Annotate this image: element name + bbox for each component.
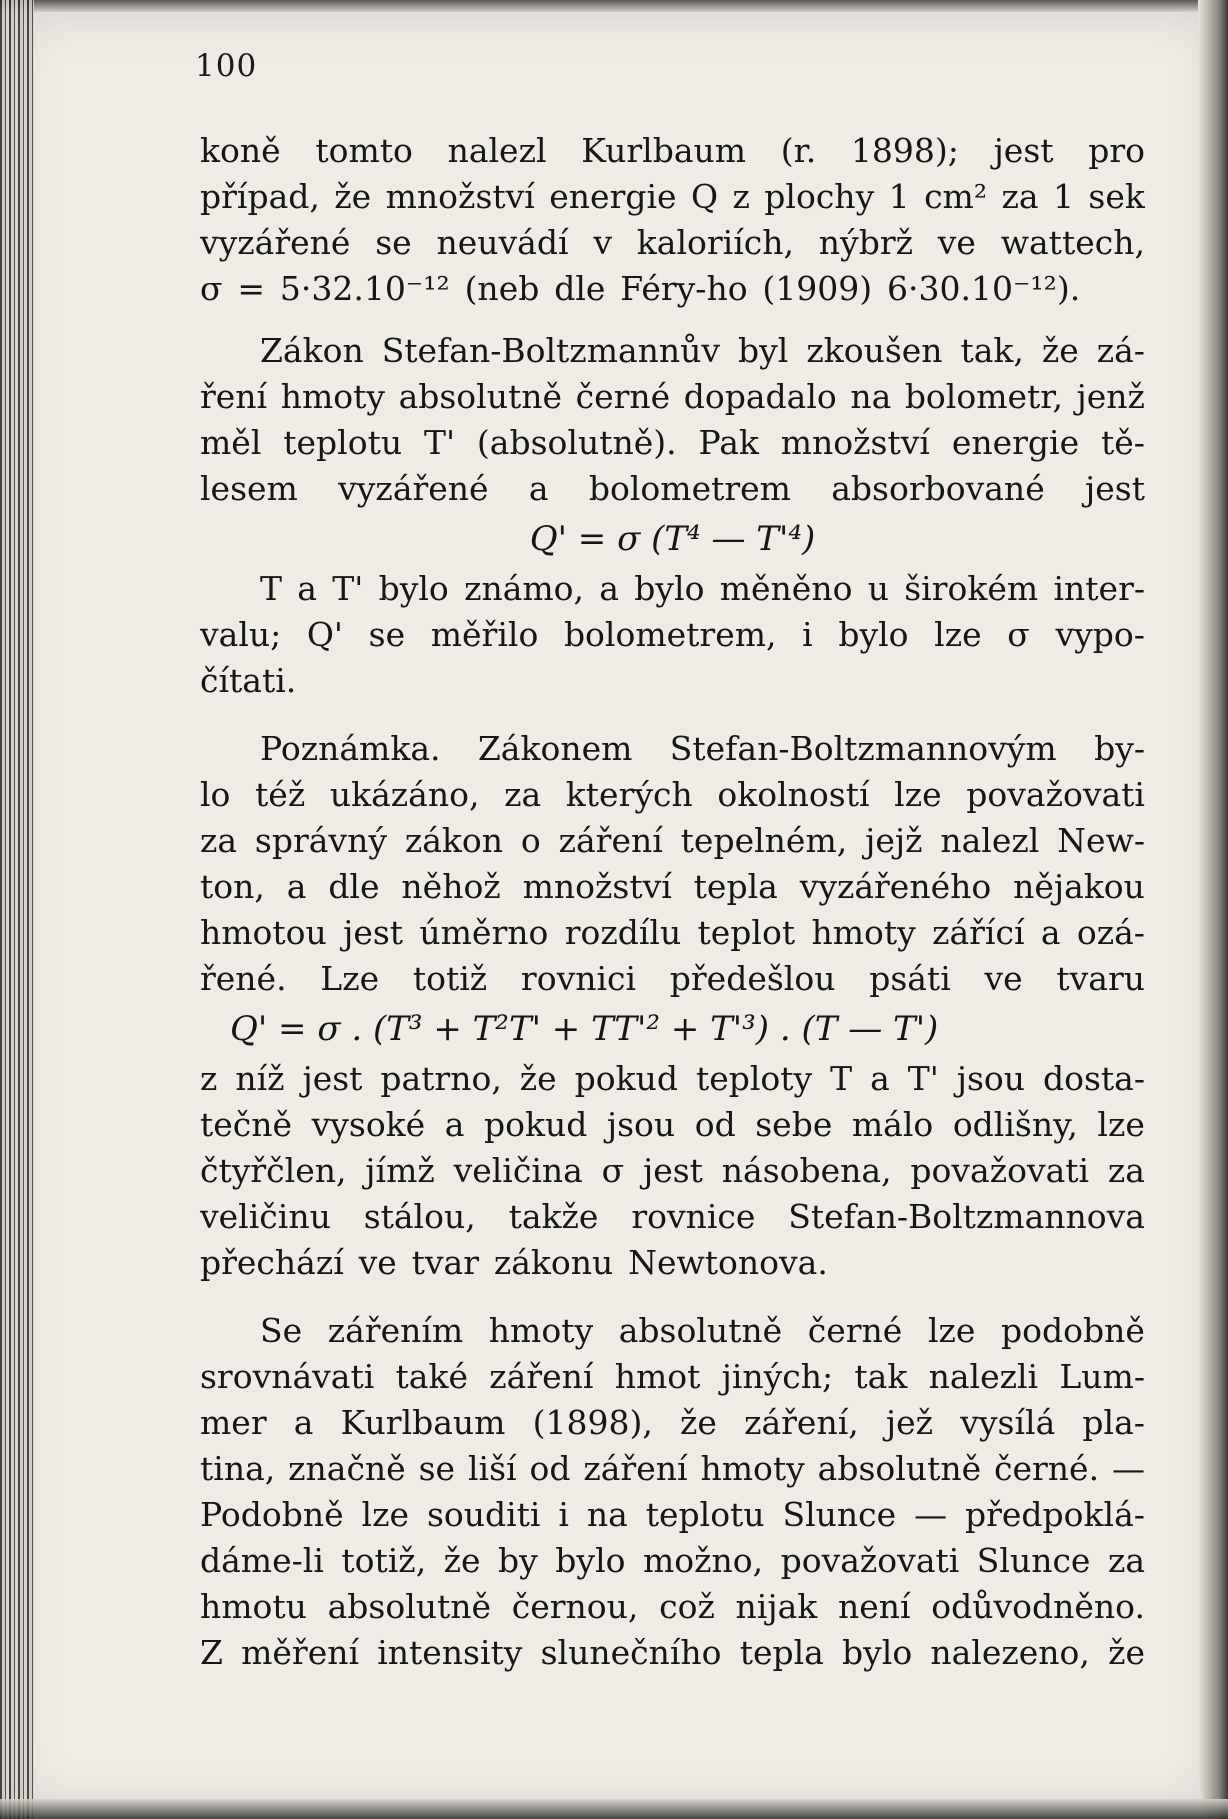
paragraph-start: Zákon Stefan-Boltzmannův byl zkoušen tak, že zá- xyxy=(260,331,1145,370)
text-line: hmotou jest úměrno rozdílu teplot hmoty zářící a ozá- xyxy=(200,913,1145,952)
text-line: čítati. xyxy=(200,661,297,700)
text-line: srovnávati také záření hmot jiných; tak nalezli Lum- xyxy=(200,1357,1145,1396)
formula-line: σ = 5·32.10⁻¹² (neb dle Féry-ho (1909) 6·30.10⁻¹²). xyxy=(200,269,1081,308)
page-edge-right xyxy=(1198,0,1228,1819)
text-line: hmotu absolutně černou, což nijak není odůvodněno. xyxy=(200,1587,1145,1626)
text-line: měl teplotu T' (absolutně). Pak množství energie tě- xyxy=(200,423,1145,462)
text-line: z níž jest patrno, že pokud teploty T a T' jsou dosta- xyxy=(200,1059,1145,1098)
text-line: čtyřčlen, jímž veličina σ jest násobena, považovati za xyxy=(200,1151,1145,1190)
text-line: tina, značně se liší od záření hmoty absolutně černé. — xyxy=(200,1449,1145,1488)
text-line: ření hmoty absolutně černé dopadalo na bolometr, jenž xyxy=(200,377,1145,416)
paragraph-start: Se zářením hmoty absolutně černé lze podobně xyxy=(260,1311,1145,1350)
paragraph-start: Poznámka. Zákonem Stefan-Boltzmannovým by- xyxy=(260,729,1145,768)
text-line: dáme-li totiž, že by bylo možno, považovati Slunce za xyxy=(200,1541,1145,1580)
text-line: ton, a dle něhož množství tepla vyzářeného nějakou xyxy=(200,867,1145,906)
text-line: Z měření intensity slunečního tepla bylo nalezeno, že xyxy=(200,1633,1145,1672)
text-line: Podobně lze souditi i na teplotu Slunce — předpoklá- xyxy=(200,1495,1145,1534)
text-line: řené. Lze totiž rovnici předešlou psáti ve tvaru xyxy=(200,959,1145,998)
text-line: lo též ukázáno, za kterých okolností lze považovati xyxy=(200,775,1145,814)
page-number: 100 xyxy=(195,48,258,84)
text-line: veličinu stálou, takže rovnice Stefan-Boltzmannova xyxy=(200,1197,1145,1236)
page-edge-bottom xyxy=(0,1799,1228,1819)
text-line: valu; Q' se měřilo bolometrem, i bylo lze σ vypo- xyxy=(200,615,1145,654)
text-line: vyzářené se neuvádí v kaloriích, nýbrž ve wattech, xyxy=(200,223,1145,262)
page-edge-top xyxy=(0,0,1228,12)
equation: Q' = σ . (T³ + T²T' + TT'² + T'³) . (T — T') xyxy=(230,1009,939,1049)
text-line: přechází ve tvar zákonu Newtonova. xyxy=(200,1243,828,1282)
page-edge-left xyxy=(0,0,34,1819)
paragraph-start: T a T' bylo známo, a bylo měněno u širokém inter- xyxy=(260,569,1145,608)
text-line: lesem vyzářené a bolometrem absorbované jest xyxy=(200,469,1145,508)
body-text xyxy=(200,128,1145,1676)
text-line: koně tomto nalezl Kurlbaum (r. 1898); jest pro xyxy=(200,131,1145,170)
text-line: případ, že množství energie Q z plochy 1 cm² za 1 sek xyxy=(200,177,1145,216)
text-line: tečně vysoké a pokud jsou od sebe málo odlišny, lze xyxy=(200,1105,1145,1144)
text-line: mer a Kurlbaum (1898), že záření, jež vysílá pla- xyxy=(200,1403,1145,1442)
equation: Q' = σ (T⁴ — T'⁴) xyxy=(529,519,816,559)
text-line: za správný zákon o záření tepelném, jejž nalezl New- xyxy=(200,821,1145,860)
